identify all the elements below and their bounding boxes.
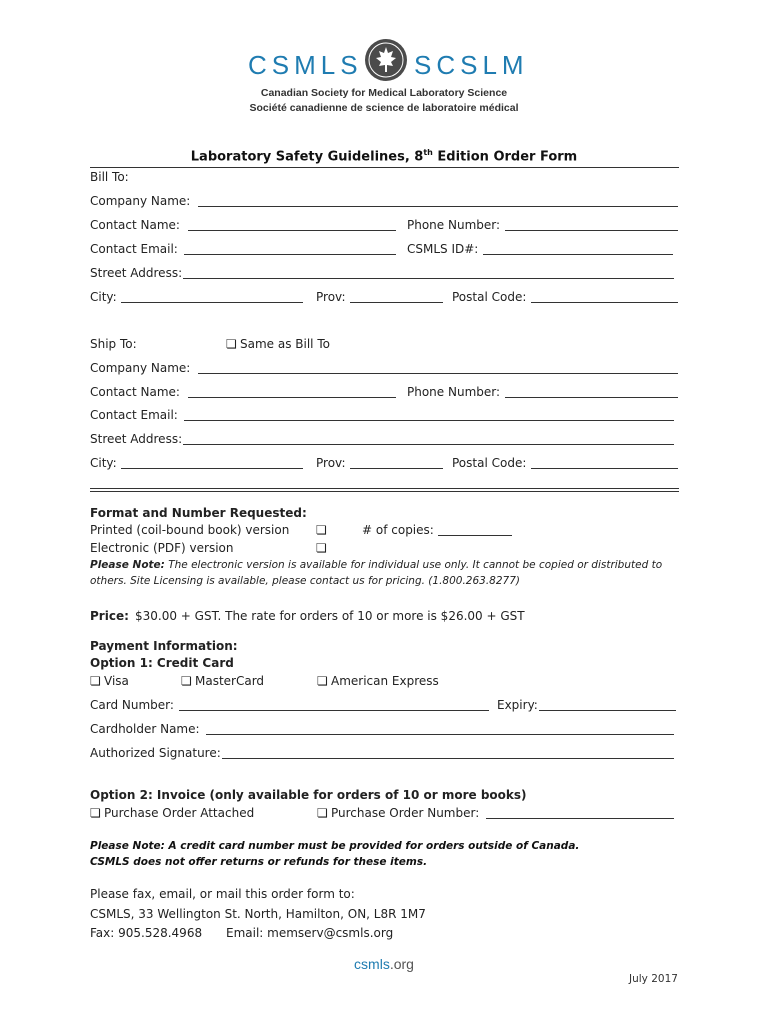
checkbox-icon[interactable]: ❏: [316, 523, 327, 537]
bill-street-field[interactable]: [183, 266, 674, 279]
contact-fax-row: [90, 926, 679, 944]
footer-date: July 2017: [629, 973, 678, 985]
notice-line2: CSMLS does not offer returns or refunds for these items.: [90, 856, 428, 868]
option2-heading: Option 2: Invoice (only available for orders of 10 or more books): [90, 788, 527, 802]
ship-email-field[interactable]: [184, 408, 674, 421]
bill-contact-row: [90, 218, 679, 236]
ship-contact-row: [90, 385, 679, 403]
price-text: $30.00 + GST. The rate for orders of 10 or more is $26.00 + GST: [135, 609, 525, 623]
amex-label: American Express: [331, 674, 439, 688]
expiry-field[interactable]: [539, 698, 676, 711]
footer-url[interactable]: [0, 956, 768, 972]
ship-email-row: [90, 408, 679, 426]
format-heading-row: [90, 506, 679, 524]
format-printed-label: Printed (coil-bound book) version: [90, 523, 290, 537]
footer-url-main: csmls: [354, 956, 390, 972]
checkbox-icon[interactable]: ❏: [90, 674, 101, 688]
ship-street-row: [90, 432, 679, 450]
option1-row: [90, 656, 679, 674]
bill-city-field[interactable]: [121, 290, 303, 303]
form-title: [0, 148, 768, 164]
format-heading: Format and Number Requested:: [90, 506, 307, 520]
cardholder-label: Cardholder Name:: [90, 722, 200, 736]
card-type-row: [90, 674, 679, 692]
bill-street-label: Street Address:: [90, 266, 183, 280]
po-number-field[interactable]: [486, 806, 674, 819]
card-number-label: Card Number:: [90, 698, 174, 712]
bill-contact-label: Contact Name:: [90, 218, 180, 232]
ship-prov-field[interactable]: [350, 456, 443, 469]
option2-row: [90, 788, 679, 806]
ship-email-label: Contact Email:: [90, 408, 178, 422]
ship-street-field[interactable]: [183, 432, 674, 445]
form-title-rest: Edition Order Form: [432, 149, 578, 165]
ship-heading: Ship To:: [90, 337, 137, 351]
bill-city-label: City:: [90, 290, 117, 304]
bill-phone-field[interactable]: [505, 218, 678, 231]
mastercard-label: MasterCard: [195, 674, 265, 688]
contact-line2-row: [90, 907, 679, 925]
form-title-main: Laboratory Safety Guidelines, 8: [190, 149, 424, 165]
ship-postal-field[interactable]: [531, 456, 678, 469]
po-row: [90, 806, 679, 824]
format-note-text1: The electronic version is available for individual use only. It cannot be copied or distributed to: [164, 559, 663, 571]
ship-prov-label: Prov:: [316, 456, 346, 470]
bill-email-row: [90, 242, 679, 260]
signature-row: [90, 746, 679, 764]
card-number-row: [90, 698, 679, 716]
bill-company-label: Company Name:: [90, 194, 191, 208]
signature-field[interactable]: [222, 746, 674, 759]
cardholder-row: [90, 722, 679, 740]
bill-contact-field[interactable]: [188, 218, 396, 231]
notice-line1: Please Note: A credit card number must be provided for orders outside of Canada.: [90, 840, 580, 852]
bill-postal-label: Postal Code:: [452, 290, 527, 304]
ship-street-label: Street Address:: [90, 432, 183, 446]
po-number-label: Purchase Order Number:: [331, 806, 480, 820]
logo-right-text: SCSLM: [414, 50, 529, 80]
title-rule: [90, 167, 679, 168]
ship-contact-label: Contact Name:: [90, 385, 180, 399]
signature-label: Authorized Signature:: [90, 746, 221, 760]
visa-label: Visa: [104, 674, 129, 688]
bill-prov-label: Prov:: [316, 290, 346, 304]
contact-address: CSMLS, 33 Wellington St. North, Hamilton, ON, L8R 1M7: [90, 907, 426, 921]
contact-email[interactable]: Email: memserv@csmls.org: [226, 926, 394, 940]
bill-csmls-id-label: CSMLS ID#:: [407, 242, 479, 256]
format-electronic-label: Electronic (PDF) version: [90, 541, 234, 555]
po-attached-label: Purchase Order Attached: [104, 806, 255, 820]
expiry-label: Expiry:: [497, 698, 538, 712]
bill-email-field[interactable]: [184, 242, 396, 255]
payment-heading-row: [90, 639, 679, 657]
format-note-line2: others. Site Licensing is available, please contact us for pricing. (1.800.263.8277): [90, 575, 520, 587]
checkbox-icon[interactable]: ❏: [226, 337, 237, 351]
format-note-label: Please Note:: [90, 559, 165, 571]
ship-city-label: City:: [90, 456, 117, 470]
ship-city-field[interactable]: [121, 456, 303, 469]
bill-phone-label: Phone Number:: [407, 218, 501, 232]
contact-line1-row: [90, 887, 679, 905]
ship-heading-row: [90, 337, 679, 355]
ship-contact-field[interactable]: [188, 385, 396, 398]
ship-city-row: [90, 456, 679, 474]
ship-phone-label: Phone Number:: [407, 385, 501, 399]
bill-prov-field[interactable]: [350, 290, 443, 303]
bill-email-label: Contact Email:: [90, 242, 178, 256]
contact-line1: Please fax, email, or mail this order form to:: [90, 887, 355, 901]
bill-company-field[interactable]: [198, 194, 678, 207]
checkbox-icon[interactable]: ❏: [317, 806, 328, 820]
ship-company-label: Company Name:: [90, 361, 191, 375]
bill-postal-field[interactable]: [531, 290, 678, 303]
format-printed-row: [90, 523, 679, 541]
price-row: [90, 609, 679, 627]
option1-heading: Option 1: Credit Card: [90, 656, 234, 670]
section-double-rule: [90, 488, 679, 492]
logo-left-text: CSMLS: [248, 50, 363, 80]
bill-city-row: [90, 290, 679, 308]
ship-postal-label: Postal Code:: [452, 456, 527, 470]
bill-heading: Bill To:: [90, 170, 129, 184]
checkbox-icon[interactable]: ❏: [181, 674, 192, 688]
bill-street-row: [90, 266, 679, 284]
contact-fax: Fax: 905.528.4968: [90, 926, 203, 940]
ship-same-as-label: Same as Bill To: [240, 337, 330, 351]
ship-company-field[interactable]: [198, 361, 678, 374]
maple-leaf-emblem-icon: [364, 38, 408, 82]
footer-url-tld: .org: [389, 956, 414, 972]
ship-company-row: [90, 361, 679, 379]
bill-company-row: [90, 194, 679, 212]
bill-csmls-id-field[interactable]: [483, 242, 673, 255]
checkbox-icon[interactable]: ❏: [90, 806, 101, 820]
ship-phone-field[interactable]: [505, 385, 678, 398]
bill-heading-row: [90, 170, 679, 188]
format-electronic-row: [90, 541, 679, 559]
checkbox-icon[interactable]: ❏: [317, 674, 328, 688]
format-note-line1: [90, 559, 690, 571]
format-copies-label: # of copies:: [362, 523, 434, 537]
checkbox-icon[interactable]: ❏: [316, 541, 327, 555]
payment-heading: Payment Information:: [90, 639, 238, 653]
org-name-english: Canadian Society for Medical Laboratory Science: [260, 87, 508, 99]
cardholder-field[interactable]: [206, 722, 674, 735]
price-label: Price:: [90, 609, 129, 623]
format-copies-field[interactable]: [438, 523, 512, 536]
org-name-french: Société canadienne de science de laboratoire médical: [249, 102, 519, 114]
card-number-field[interactable]: [179, 698, 489, 711]
form-title-sup: th: [423, 148, 433, 157]
